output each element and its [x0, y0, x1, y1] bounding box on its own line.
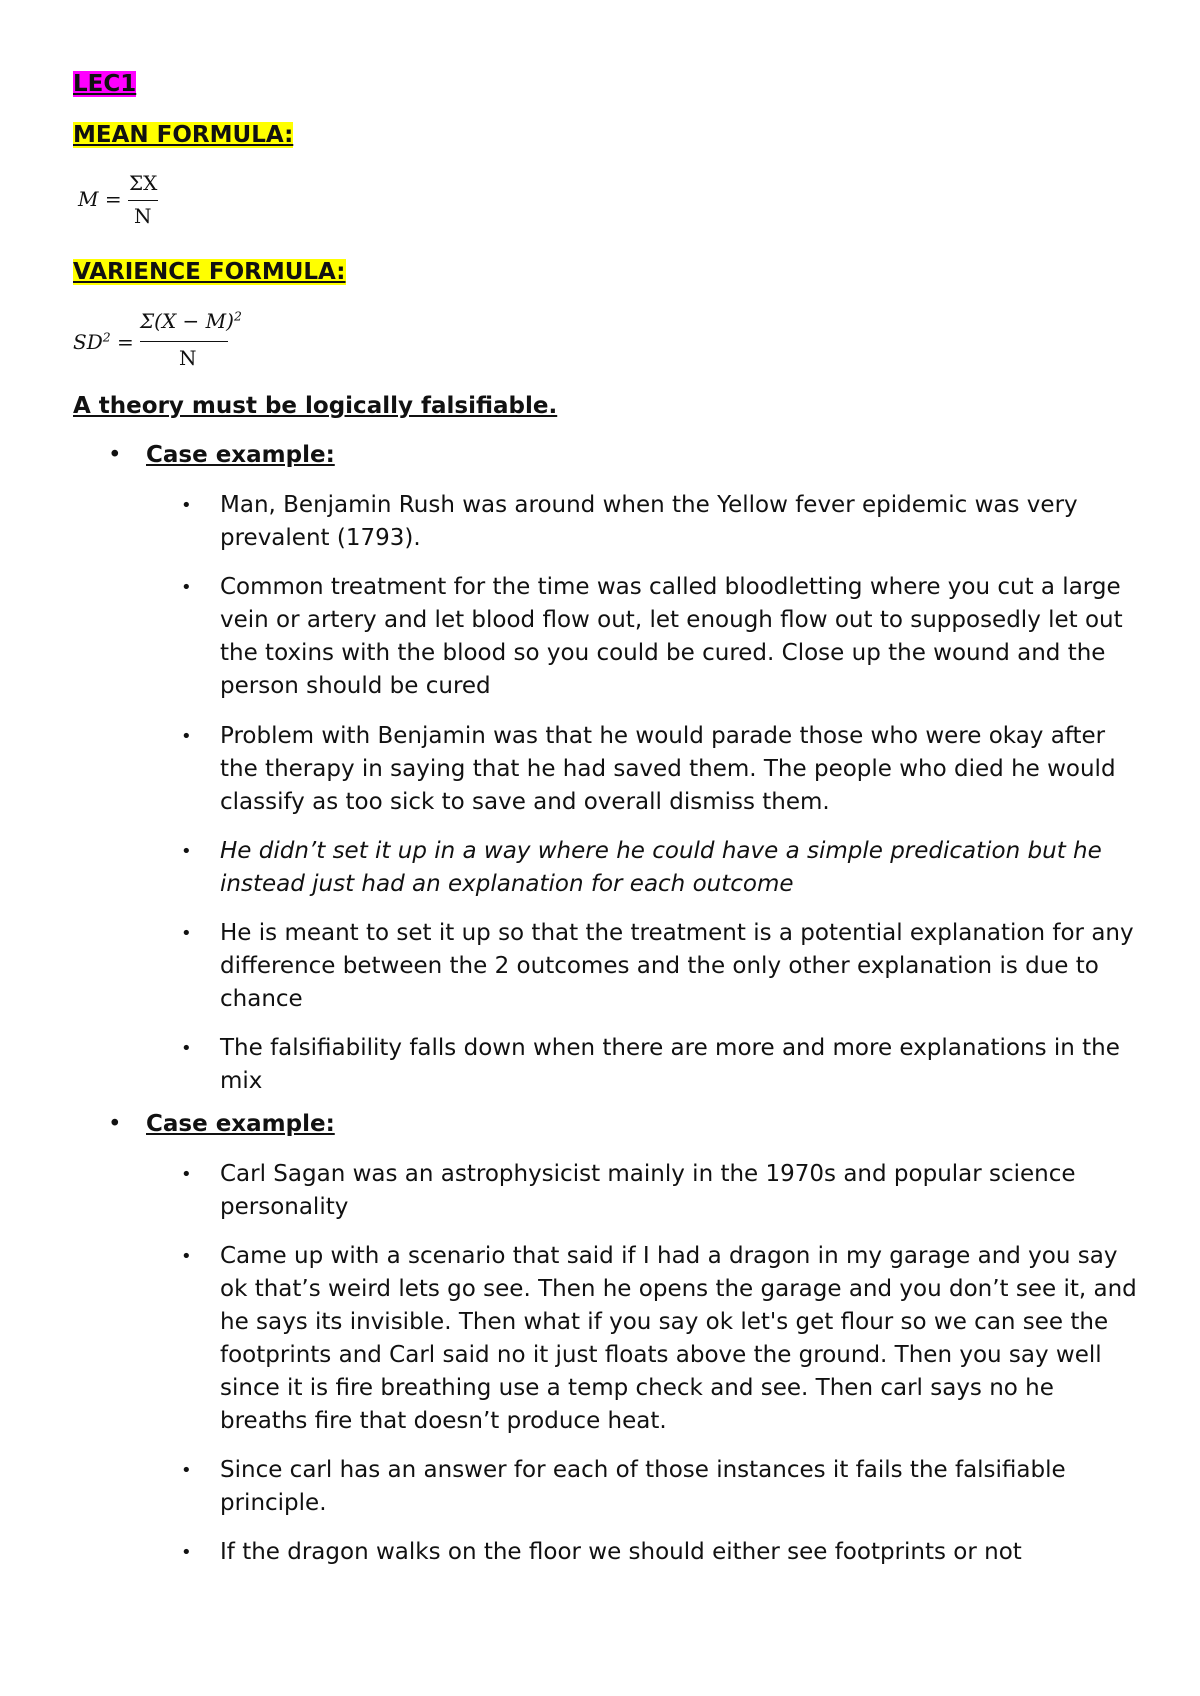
- bullet-icon: •: [181, 1246, 192, 1267]
- variance-formula-denominator: N: [179, 346, 197, 370]
- bullet-icon: •: [181, 923, 192, 944]
- bullet-icon: •: [181, 577, 192, 598]
- variance-formula-lhs: $SD^2$: [73, 329, 111, 354]
- variance-formula-equals: =: [117, 330, 134, 354]
- bullet-icon: •: [181, 1038, 192, 1059]
- bullet-icon: •: [108, 1111, 122, 1137]
- bullet-icon: •: [181, 841, 192, 862]
- list-item: • Came up with a scenario that said if I had a dragon in my garage and you say ok that’s weird lets go see. Then he opens the garage and you don’t see it, and he says its invisible. Then what if you say ok let's get flour so we can see the footprints and Carl said no it just floats above the ground. Then you say well since it is fire breathing use a temp check and see. Then carl says no he breaths fire that doesn’t produce heat.: [181, 1240, 1141, 1438]
- mean-formula-denominator: N: [134, 204, 152, 228]
- bullet-icon: •: [181, 495, 192, 516]
- mean-formula-numerator: ΣX: [129, 171, 158, 195]
- lecture-label: LEC1: [73, 71, 137, 97]
- list-item: • Problem with Benjamin was that he would parade those who were okay after the therapy in saying that he had saved them. The people who died he would classify as too sick to save and overall dismiss them.: [181, 720, 1141, 819]
- bullet-icon: •: [181, 1542, 192, 1563]
- case-example-label: Case example:: [146, 1111, 335, 1137]
- list-item: • He is meant to set it up so that the treatment is a potential explanation for any difference between the 2 outcomes and the only other explanation is due to chance: [181, 917, 1141, 1016]
- theory-heading: A theory must be logically falsifiable.: [73, 393, 558, 419]
- list-item: • Common treatment for the time was called bloodletting where you cut a large vein or artery and let blood flow out, let enough flow out to supposedly let out the toxins with the blood so you could be cured. Close up the wound and the person should be cured: [181, 571, 1141, 703]
- bullet-icon: •: [181, 1164, 192, 1185]
- list-item: • If the dragon walks on the floor we should either see footprints or not: [181, 1536, 1141, 1569]
- case-example-label: Case example:: [146, 442, 335, 468]
- list-item: • He didn’t set it up in a way where he could have a simple predication but he instead just had an explanation for each outcome: [181, 835, 1141, 901]
- list-item: • Man, Benjamin Rush was around when the Yellow fever epidemic was very prevalent (1793).: [181, 489, 1141, 555]
- fraction-bar: [140, 341, 228, 342]
- list-item: • The falsifiability falls down when there are more and more explanations in the mix: [181, 1032, 1141, 1098]
- list-item: • Carl Sagan was an astrophysicist mainly in the 1970s and popular science personality: [181, 1158, 1141, 1224]
- mean-formula-lhs: M =: [78, 187, 122, 211]
- bullet-icon: •: [108, 442, 122, 468]
- bullet-icon: •: [181, 726, 192, 747]
- fraction-bar: [128, 200, 158, 201]
- variance-formula-heading: VARIENCE FORMULA:: [73, 259, 346, 285]
- bullet-icon: •: [181, 1460, 192, 1481]
- list-item: • Since carl has an answer for each of those instances it fails the falsifiable principle.: [181, 1454, 1141, 1520]
- variance-formula: [73, 306, 273, 376]
- mean-formula: [73, 170, 173, 230]
- mean-formula-heading: MEAN FORMULA:: [73, 122, 294, 148]
- variance-formula-numerator: $\Sigma(X - M)^2$: [140, 308, 242, 333]
